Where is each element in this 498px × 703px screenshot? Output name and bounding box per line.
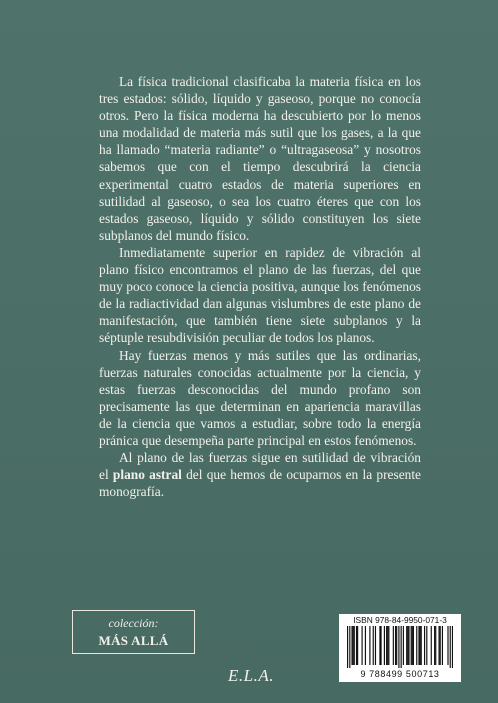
barcode-bar (362, 626, 363, 665)
barcode-bar (424, 626, 425, 665)
barcode-bar (408, 626, 409, 665)
barcode-bar (379, 626, 380, 665)
barcode-bar (421, 626, 422, 665)
collection-label: colección: (108, 616, 159, 630)
collection-box (72, 610, 195, 654)
blurb-paragraph-1: La física tradicional clasificaba la materia física en los tres estados: sólido, líquido y gaseoso, porque no conocía otros. Pero la física moderna ha descubierto por lo menos una modalidad de materia más sutil que los gases, a la que ha llamado “materia radiante” o “ultragaseosa” y nosotros sabemos que con el tiempo descubrirá la ciencia experimental cuatro estados de materia superiores en sutilidad al gaseoso, o sea los cuatro éteres que con los estados gaseoso, líquido y sólido constituyen los siete subplanos del mundo físico. (99, 74, 421, 243)
barcode-bar (386, 626, 387, 665)
blurb-paragraph-4-start: Al plano de las fuerzas sigue en sutilidad de vibración el (99, 450, 421, 483)
barcode-bars (347, 626, 453, 668)
blurb-paragraph-4 (99, 449, 421, 500)
barcode-bar (396, 626, 397, 665)
plano-astral-emphasis: plano astral (112, 467, 182, 483)
barcode-bar (420, 626, 421, 665)
barcode-bar (369, 626, 370, 665)
barcode-bar (384, 626, 385, 665)
barcode-bar (375, 626, 376, 665)
blurb-paragraph-4-end: del que hemos de ocuparnos en la presente monografía. (99, 467, 421, 500)
barcode-bar (416, 626, 417, 665)
blurb-text (99, 73, 421, 500)
barcode-bar (434, 626, 435, 665)
barcode-bar (407, 626, 408, 665)
barcode-bar (403, 626, 404, 665)
barcode-bar (406, 626, 407, 665)
barcode-bar (412, 626, 413, 665)
barcode-bar (357, 626, 358, 665)
barcode-bar (398, 626, 399, 668)
barcode-bar (395, 626, 396, 665)
collection-name: MÁS ALLÁ (98, 633, 169, 648)
barcode-bar (347, 626, 348, 668)
barcode-bar (354, 626, 355, 665)
barcode-bar (351, 626, 352, 665)
barcode-bar (447, 626, 448, 665)
barcode-bar (440, 626, 441, 665)
barcode-digits: 9 788499 500713 (360, 669, 440, 679)
barcode-bar (438, 626, 439, 665)
barcode-bar (450, 626, 451, 668)
barcode-bar (380, 626, 381, 665)
barcode-bar (365, 626, 366, 665)
barcode-bar (426, 626, 427, 665)
barcode-bar (387, 626, 388, 665)
blurb-paragraph-3: Hay fuerzas menos y más sutiles que las ordinarias, fuerzas naturales conocidas actualmente por la ciencia, y estas fuerzas desconocidas del mundo profano son precisamente las que determinan en apariencia maravillas de la ciencia que vamos a estudiar, sobre todo la energía pránica que desempeña parte principal en estos fenómenos. (99, 347, 421, 448)
barcode-bar (431, 626, 432, 665)
isbn-text: ISBN 978-84-9950-071-3 (353, 615, 447, 625)
publisher-name: E.L.A. (228, 666, 274, 685)
barcode-bar (442, 626, 443, 665)
barcode-box (339, 614, 461, 682)
barcode-bar (356, 626, 357, 665)
barcode-bar (353, 626, 354, 665)
barcode-bar (373, 626, 374, 665)
barcode-bar (418, 626, 419, 665)
barcode-bar (435, 626, 436, 665)
barcode-bar (411, 626, 412, 665)
barcode-bar (413, 626, 414, 665)
barcode-bar (401, 626, 402, 668)
barcode-bar (349, 626, 350, 668)
blurb-paragraph-2: Inmediatamente superior en rapidez de vibración al plano físico encontramos el plano de las fuerzas, del que muy poco conoce la ciencia positiva, aunque los fenómenos de la radiactividad dan algunas vislumbres de este plano de manifestación, que también tiene siete subplanos y la séptuple resubdivisión peculiar de todos los planos. (99, 244, 421, 346)
barcode-bar (393, 626, 394, 665)
barcode-bar (388, 626, 389, 665)
barcode-bar (452, 626, 453, 668)
